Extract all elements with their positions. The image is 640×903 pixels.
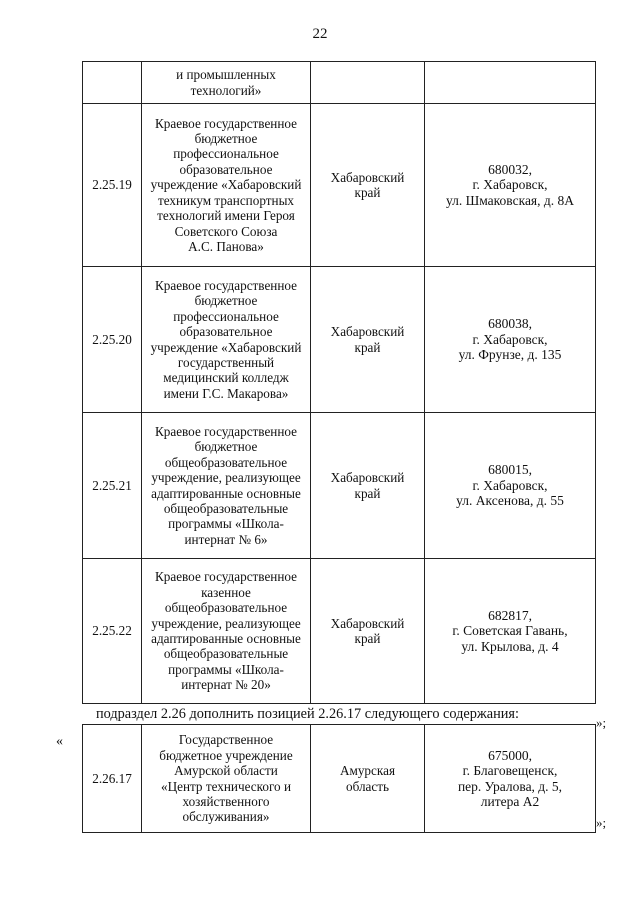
table-row (83, 62, 596, 104)
address: 682817, г. Советская Гавань, ул. Крылова, д. 4 (425, 559, 596, 704)
table-row (83, 559, 596, 704)
registry-table-continued (82, 61, 596, 704)
organization-name: и промышленных технологий» (142, 62, 311, 104)
organization-name: Краевое государственное бюджетное профессиональное образовательное учреждение «Хабаровский государственный медицинский колледж имени Г.С. Макарова» (142, 267, 311, 413)
position-number: 2.26.17 (83, 725, 142, 833)
position-number: 2.25.22 (83, 559, 142, 704)
region: Амурская область (311, 725, 425, 833)
address: 675000, г. Благовещенск, пер. Уралова, д. 5, литера А2 (425, 725, 596, 833)
position-number (83, 62, 142, 104)
region: Хабаровский край (311, 104, 425, 267)
region: Хабаровский край (311, 413, 425, 559)
closing-quote: »; (596, 815, 607, 830)
organization-name: Краевое государственное бюджетное профессиональное образовательное учреждение «Хабаровский техникум транспортных технологий имени Героя Советского Союза А.С. Панова» (142, 104, 311, 267)
region (311, 62, 425, 104)
position-number: 2.25.20 (83, 267, 142, 413)
table-row (83, 267, 596, 413)
closing-quote: »; (596, 715, 607, 730)
page-number: 22 (312, 26, 328, 42)
table-row (83, 104, 596, 267)
organization-name: Государственное бюджетное учреждение Амурской области «Центр технического и хозяйственного обслуживания» (142, 725, 311, 833)
region: Хабаровский край (311, 559, 425, 704)
address: 680038, г. Хабаровск, ул. Фрунзе, д. 135 (425, 267, 596, 413)
amendment-instruction: подраздел 2.26 дополнить позицией 2.26.17 следующего содержания: (96, 706, 519, 722)
position-number: 2.25.21 (83, 413, 142, 559)
address: 680032, г. Хабаровск, ул. Шмаковская, д. 8А (425, 104, 596, 267)
region: Хабаровский край (311, 267, 425, 413)
position-number: 2.25.19 (83, 104, 142, 267)
table-row (83, 725, 596, 833)
registry-table-new-position (82, 724, 596, 833)
table-row (83, 413, 596, 559)
opening-quote: « (56, 734, 63, 749)
address (425, 62, 596, 104)
organization-name: Краевое государственное бюджетное общеобразовательное учреждение, реализующее адаптированные основные общеобразовательные программы «Школа- интернат № 6» (142, 413, 311, 559)
address: 680015, г. Хабаровск, ул. Аксенова, д. 55 (425, 413, 596, 559)
organization-name: Краевое государственное казенное общеобразовательное учреждение, реализующее адаптированные основные общеобразовательные программы «Школа- интернат № 20» (142, 559, 311, 704)
